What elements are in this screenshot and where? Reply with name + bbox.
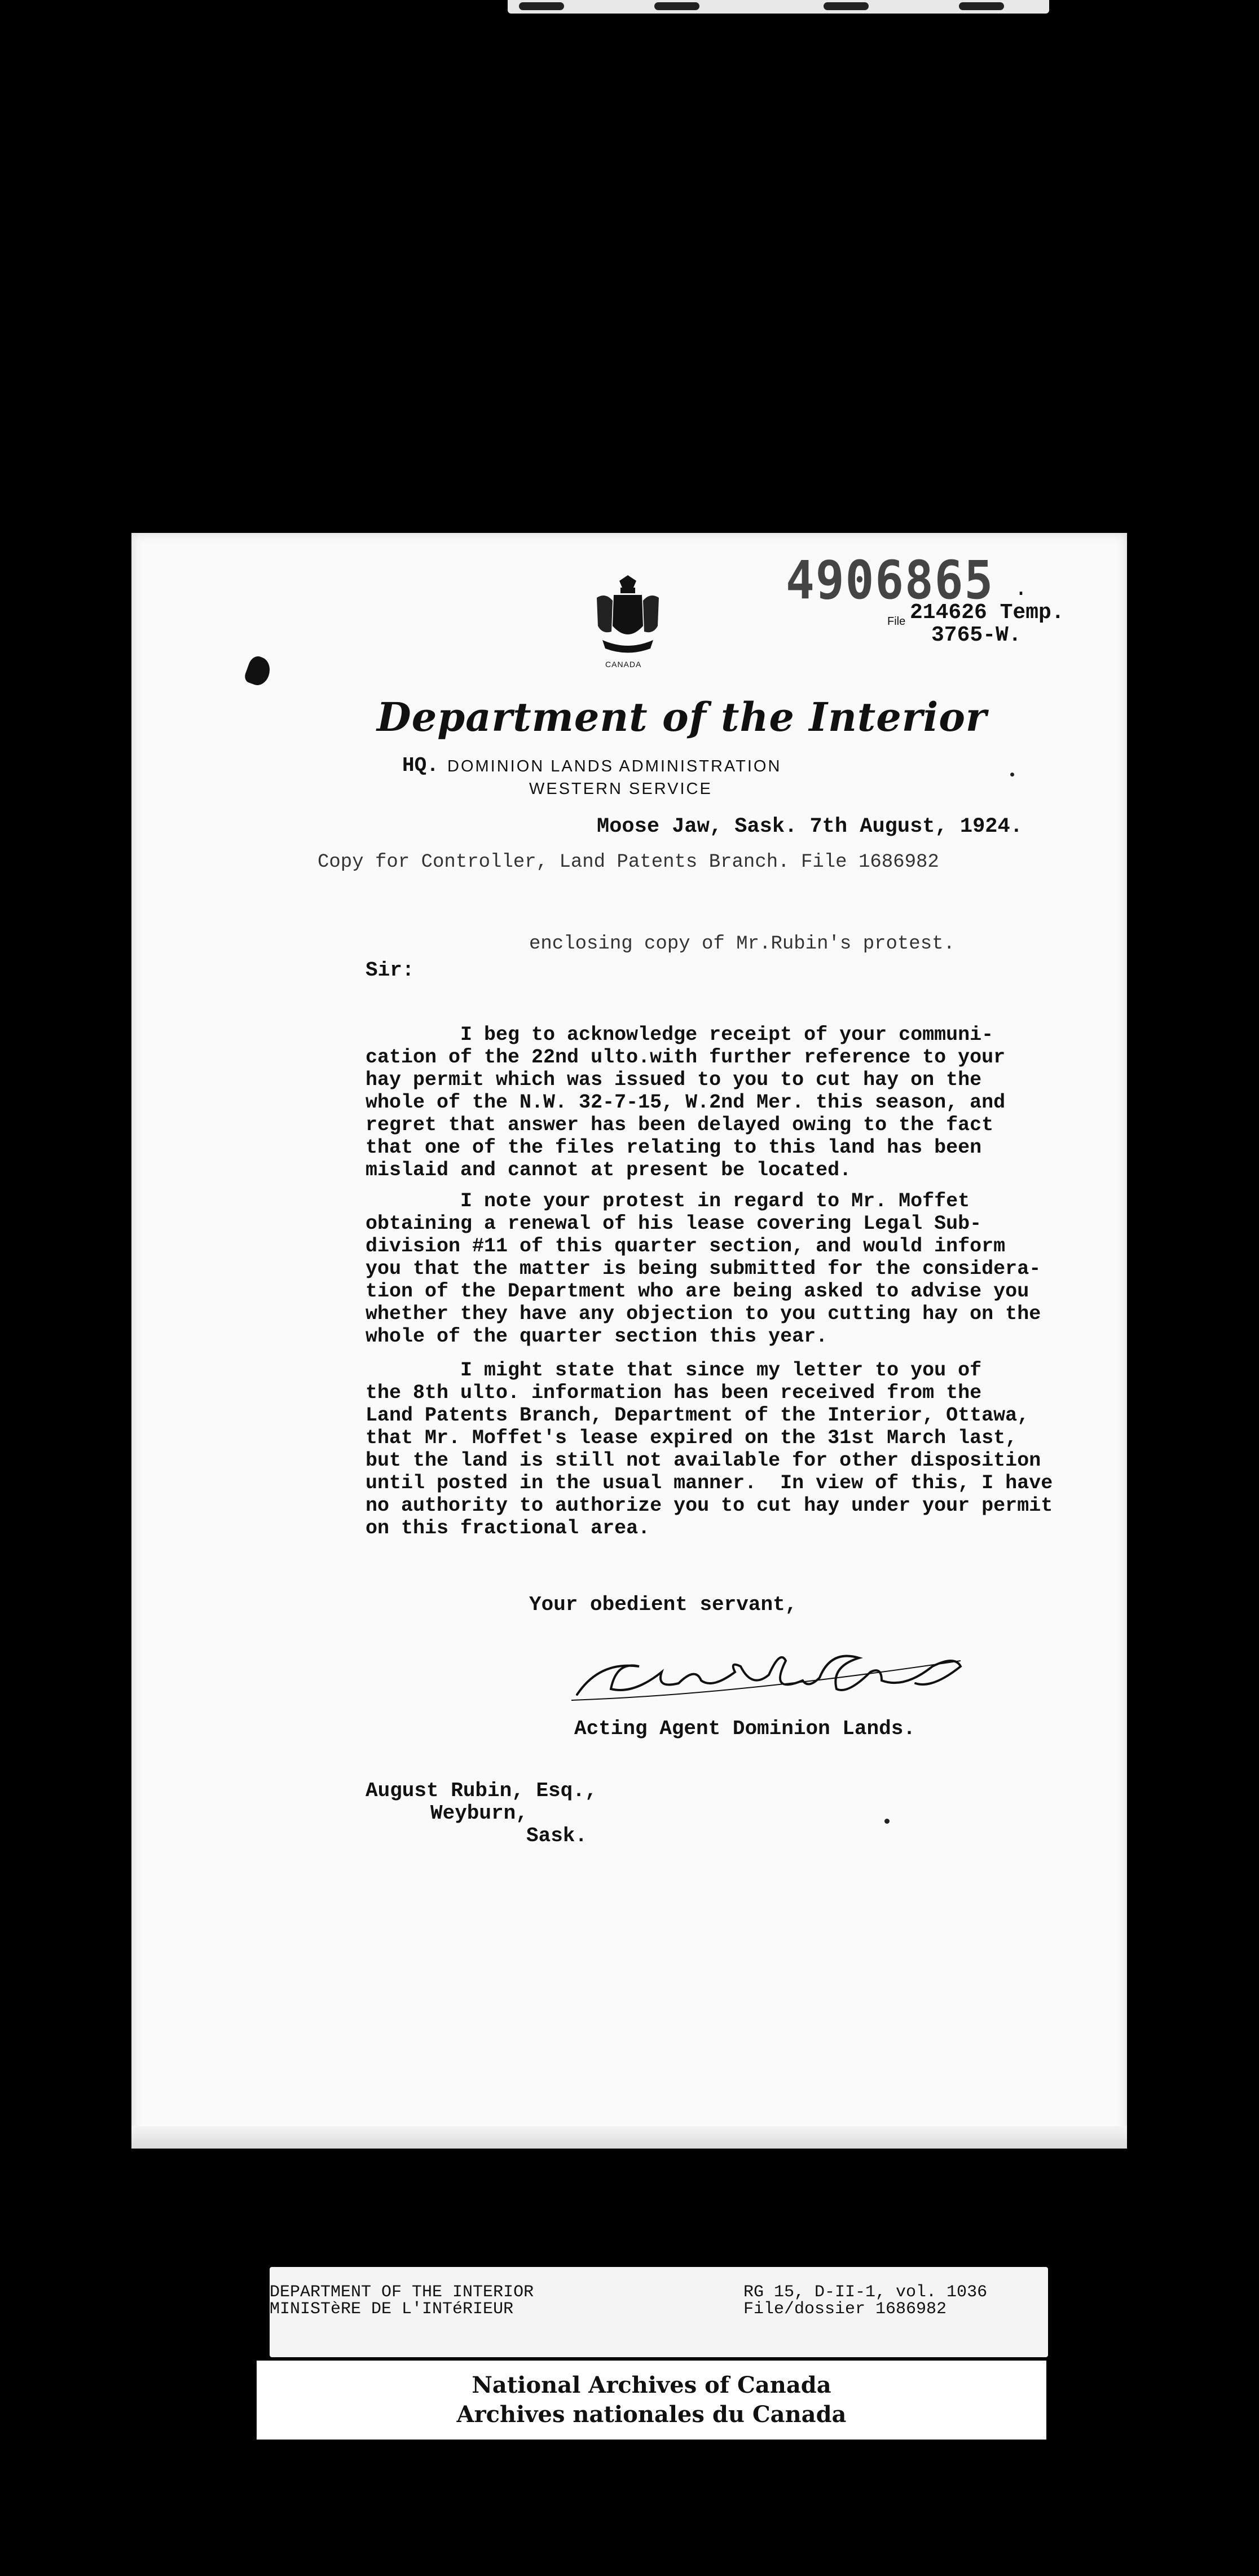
- hq-mark: HQ.: [402, 754, 439, 777]
- page-bottom-edge: [131, 2126, 1127, 2149]
- file-number-temp: 214626 Temp.: [910, 601, 1064, 625]
- addressee-name: August Rubin, Esq.,: [366, 1779, 597, 1802]
- closing: Your obedient servant,: [529, 1593, 798, 1616]
- institution-fr: Archives nationales du Canada: [456, 2401, 847, 2428]
- file-number-w: 3765-W.: [931, 623, 1022, 647]
- archive-reference-label: [270, 2267, 1048, 2357]
- stamp-number: 4906865: [786, 550, 994, 611]
- archive-department: [270, 2284, 534, 2318]
- file-label: File: [887, 615, 906, 628]
- date-line: Moose Jaw, Sask. 7th August, 1924.: [597, 815, 1023, 839]
- archive-rg-reference: RG 15, D-II-1, vol. 1036: [743, 2283, 988, 2302]
- strip-mark: [654, 2, 699, 10]
- department-heading: Department of the Interior: [377, 694, 987, 740]
- body-paragraph-3: I might state that since my letter to you of the 8th ulto. information has been received from the Land Patents Branch, Department of the Interior, Ottawa, that Mr. Moffet's lease expired on the 31st March last, but the land is still not available for other disposition until posted in the usual manner. In view of this, I have no authority to authorize you to cut hay under your permit on this fractional area.: [366, 1359, 1053, 1540]
- administration-line: DOMINION LANDS ADMINISTRATION: [447, 757, 782, 775]
- addressee-town: Weyburn,: [430, 1802, 528, 1825]
- letter-page: [131, 533, 1127, 2149]
- ink-dot: [884, 1819, 890, 1824]
- body-paragraph-2: I note your protest in regard to Mr. Moffet obtaining a renewal of his lease covering Legal Sub- division #11 of this quarter section, and would inform you that the matter is being submitted for the considera- tion of the Department who are being asked to advise you whether they have any objection to you cutting hay on the whole of the quarter section this year.: [366, 1190, 1041, 1348]
- archives-institution: [257, 2361, 1046, 2440]
- strip-mark: [959, 2, 1004, 10]
- institution-en: National Archives of Canada: [472, 2372, 831, 2398]
- addressee-province: Sask.: [526, 1824, 588, 1847]
- top-film-strip: [508, 0, 1049, 14]
- handwritten-signature: [566, 1627, 1017, 1717]
- strip-mark: [824, 2, 869, 10]
- signatory-title: Acting Agent Dominion Lands.: [574, 1717, 915, 1740]
- canada-crest-icon: [591, 575, 664, 660]
- archive-dept-fr: MINISTèRE DE L'INTéRIEUR: [270, 2300, 514, 2319]
- service-line: WESTERN SERVICE: [529, 780, 712, 798]
- archive-dept-en: DEPARTMENT OF THE INTERIOR: [270, 2283, 534, 2302]
- ink-blot: [243, 654, 274, 689]
- archive-file-number: File/dossier 1686982: [743, 2300, 947, 2319]
- strip-mark: [519, 2, 564, 10]
- body-paragraph-1: I beg to acknowledge receipt of your communi- cation of the 22nd ulto.with further reference to your hay permit which was issued to you to cut hay on the whole of the N.W. 32-7-15, W.2nd Mer. this season, and regret that answer has been delayed owing to the fact that one of the files relating to this land has been mislaid and cannot at present be located.: [366, 1024, 1006, 1181]
- salutation: Sir:: [366, 959, 415, 982]
- enclosing-note: enclosing copy of Mr.Rubin's protest.: [529, 933, 955, 955]
- archive-reference: [743, 2284, 987, 2318]
- crest-label: CANADA: [605, 660, 642, 669]
- ink-dot: [1010, 773, 1014, 777]
- copy-note: Copy for Controller, Land Patents Branch. File 1686982: [318, 852, 939, 873]
- stamp-dot: ·: [1014, 581, 1028, 607]
